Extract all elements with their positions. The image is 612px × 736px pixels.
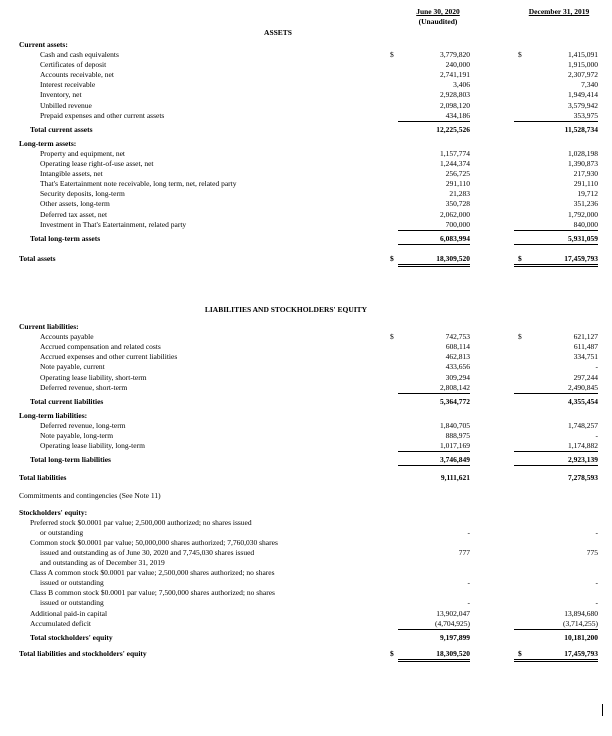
table-row (0, 528, 612, 538)
value-june-2020: 256,725 (445, 169, 470, 178)
table-row (0, 548, 612, 558)
text-cursor (602, 704, 603, 716)
value-december-2019: - (595, 578, 598, 587)
value-december-2019: 353,975 (573, 111, 598, 120)
value-december-2019: 7,278,593 (568, 473, 598, 482)
value-december-2019: 17,459,793 (564, 649, 598, 658)
row-label: Note payable, long-term (40, 431, 114, 440)
value-december-2019: 1,415,091 (568, 50, 598, 59)
table-row (0, 588, 612, 598)
table-row (0, 473, 612, 483)
value-december-2019: 840,000 (573, 220, 598, 229)
value-june-2020: 462,813 (445, 352, 470, 361)
dollar-sign: $ (518, 649, 522, 658)
value-june-2020: 888,975 (445, 431, 470, 440)
value-june-2020: 700,000 (445, 220, 470, 229)
row-label: issued and outstanding as of June 30, 2020 and 7,745,030 shares issued (40, 548, 255, 557)
row-label: Certificates of deposit (40, 60, 107, 69)
value-december-2019: - (595, 598, 598, 607)
value-december-2019: 17,459,793 (564, 254, 598, 263)
row-label: Long-term assets: (19, 139, 77, 148)
value-june-2020: 2,808,142 (440, 383, 470, 392)
value-june-2020: - (467, 578, 470, 587)
dollar-sign: $ (518, 50, 522, 59)
table-row (0, 362, 612, 372)
underline (514, 629, 598, 630)
table-row (0, 491, 612, 501)
column-subtitle-unaudited: (Unaudited) (418, 17, 458, 26)
row-label: Accounts payable (40, 332, 94, 341)
value-june-2020: 1,840,705 (440, 421, 470, 430)
dollar-sign: $ (390, 332, 394, 341)
value-december-2019: 351,236 (573, 199, 598, 208)
table-row (0, 441, 612, 451)
table-row (0, 332, 612, 342)
row-label: Stockholders' equity: (19, 508, 88, 517)
value-june-2020: 2,098,120 (440, 101, 470, 110)
row-label: issued or outstanding (40, 598, 104, 607)
value-december-2019: 1,792,000 (568, 210, 598, 219)
value-june-2020: 9,111,621 (440, 473, 470, 482)
column-title-june-2020: June 30, 2020 (416, 7, 460, 16)
table-row (0, 578, 612, 588)
value-december-2019: - (595, 431, 598, 440)
dollar-sign: $ (390, 50, 394, 59)
table-row (0, 538, 612, 548)
row-label: Deferred tax asset, net (40, 210, 108, 219)
underline (514, 465, 598, 466)
value-december-2019: 334,751 (573, 352, 598, 361)
row-label: Deferred revenue, long-term (40, 421, 126, 430)
table-row (0, 397, 612, 407)
value-june-2020: 2,062,000 (440, 210, 470, 219)
double-underline (398, 659, 470, 662)
assets-section-title: ASSETS (264, 28, 292, 37)
value-june-2020: 2,928,803 (440, 90, 470, 99)
value-june-2020: 433,656 (445, 362, 470, 371)
row-label: Inventory, net (40, 90, 82, 99)
row-label: issued or outstanding (40, 578, 104, 587)
row-label: Deferred revenue, short-term (40, 383, 128, 392)
row-label: Class A common stock $0.0001 par value; 2,500,000 shares authorized; no shares (30, 568, 275, 577)
value-december-2019: 19,712 (577, 189, 598, 198)
underline (398, 465, 470, 466)
dollar-sign: $ (518, 332, 522, 341)
dollar-sign: $ (390, 649, 394, 658)
value-june-2020: 350,728 (445, 199, 470, 208)
row-label: Accumulated deficit (30, 619, 92, 628)
table-row (0, 455, 612, 465)
value-june-2020: 12,225,526 (436, 125, 470, 134)
row-label: Prepaid expenses and other current assets (40, 111, 165, 120)
value-june-2020: 3,406 (453, 80, 470, 89)
row-label: That's Eatertainment note receivable, long term, net, related party (40, 179, 237, 188)
underline (398, 451, 470, 452)
value-december-2019: 1,748,257 (568, 421, 598, 430)
value-june-2020: 13,902,047 (436, 609, 470, 618)
row-label: Total long-term liabilities (30, 455, 111, 464)
row-label: Class B common stock $0.0001 par value; 7,500,000 shares authorized; no shares (30, 588, 275, 597)
row-label: Preferred stock $0.0001 par value; 2,500,000 authorized; no shares issued (30, 518, 252, 527)
row-label: Interest receivable (40, 80, 96, 89)
row-label: Total liabilities and stockholders' equity (19, 649, 147, 658)
value-june-2020: 18,309,520 (436, 649, 470, 658)
row-label: Long-term liabilities: (19, 411, 88, 420)
row-label: or outstanding (40, 528, 84, 537)
table-row (0, 342, 612, 352)
row-label: Note payable, current (40, 362, 105, 371)
row-label: Property and equipment, net (40, 149, 125, 158)
liabilities-section-title: LIABILITIES AND STOCKHOLDERS' EQUITY (204, 305, 368, 314)
table-row (0, 411, 612, 421)
double-underline (514, 659, 598, 662)
row-label: Operating lease liability, long-term (40, 441, 145, 450)
row-label: Additional paid-in capital (30, 609, 108, 618)
value-december-2019: (3,714,255) (563, 619, 598, 628)
table-row (0, 558, 612, 568)
value-december-2019: 1,949,414 (568, 90, 598, 99)
row-label: Total assets (19, 254, 56, 263)
column-title-december-2019: December 31, 2019 (528, 7, 590, 16)
value-december-2019: 11,528,734 (564, 125, 598, 134)
underline (514, 451, 598, 452)
value-december-2019: 3,579,942 (568, 101, 598, 110)
value-december-2019: - (595, 528, 598, 537)
row-label: Total stockholders' equity (30, 633, 113, 642)
row-label: Common stock $0.0001 par value; 50,000,000 shares authorized; 7,760,030 shares (30, 538, 278, 547)
value-december-2019: 775 (586, 548, 598, 557)
value-december-2019: 1,390,873 (568, 159, 598, 168)
value-december-2019: 297,244 (573, 373, 598, 382)
value-june-2020: 608,114 (445, 342, 470, 351)
value-june-2020: 2,741,191 (440, 70, 470, 79)
value-june-2020: (4,704,925) (435, 619, 470, 628)
value-june-2020: 1,244,374 (440, 159, 470, 168)
table-row (0, 633, 612, 643)
value-june-2020: 3,746,849 (440, 455, 470, 464)
table-row (0, 508, 612, 518)
row-label: Total current liabilities (30, 397, 104, 406)
table-row (0, 518, 612, 528)
row-label: Accounts receivable, net (40, 70, 114, 79)
value-december-2019: - (595, 362, 598, 371)
value-june-2020: 1,017,169 (440, 441, 470, 450)
dollar-sign: $ (518, 254, 522, 263)
value-june-2020: 3,779,820 (440, 50, 470, 59)
value-december-2019: 1,028,198 (568, 149, 598, 158)
row-label: Accrued compensation and related costs (40, 342, 161, 351)
value-june-2020: 309,294 (445, 373, 470, 382)
row-label: Intangible assets, net (40, 169, 103, 178)
value-december-2019: 13,894,680 (564, 609, 598, 618)
value-june-2020: 291,110 (445, 179, 470, 188)
row-label: Total long-term assets (30, 234, 101, 243)
value-june-2020: 21,283 (449, 189, 470, 198)
row-label: Other assets, long-term (40, 199, 110, 208)
table-row (0, 431, 612, 441)
value-june-2020: 5,364,772 (440, 397, 470, 406)
value-december-2019: 4,355,454 (568, 397, 598, 406)
value-june-2020: 777 (458, 548, 470, 557)
row-label: Unbilled revenue (40, 101, 92, 110)
value-june-2020: 434,186 (445, 111, 470, 120)
value-june-2020: 18,309,520 (436, 254, 470, 263)
underline (398, 393, 470, 394)
underline (514, 393, 598, 394)
value-june-2020: - (467, 528, 470, 537)
value-december-2019: 291,110 (573, 179, 598, 188)
table-row (0, 609, 612, 619)
value-december-2019: 1,915,000 (568, 60, 598, 69)
row-label: Cash and cash equivalents (40, 50, 119, 59)
table-row (0, 322, 612, 332)
row-label: Accrued expenses and other current liabilities (40, 352, 178, 361)
value-june-2020: - (467, 598, 470, 607)
value-december-2019: 621,127 (573, 332, 598, 341)
row-label: Total liabilities (19, 473, 67, 482)
table-row (0, 568, 612, 578)
row-label: Current assets: (19, 40, 68, 49)
row-label: Total current assets (30, 125, 93, 134)
row-label: Current liabilities: (19, 322, 79, 331)
table-row (0, 352, 612, 362)
row-label: Operating lease right-of-use asset, net (40, 159, 154, 168)
row-label: Operating lease liability, short-term (40, 373, 147, 382)
table-row (0, 619, 612, 629)
table-row (0, 598, 612, 608)
value-december-2019: 10,181,200 (564, 633, 598, 642)
value-december-2019: 1,174,882 (568, 441, 598, 450)
table-row (0, 649, 612, 659)
value-december-2019: 7,340 (581, 80, 598, 89)
value-june-2020: 1,157,774 (440, 149, 470, 158)
value-december-2019: 2,490,845 (568, 383, 598, 392)
value-december-2019: 2,307,972 (568, 70, 598, 79)
value-december-2019: 611,487 (573, 342, 598, 351)
value-june-2020: 742,753 (445, 332, 470, 341)
table-row (0, 421, 612, 431)
value-june-2020: 9,197,899 (440, 633, 470, 642)
value-december-2019: 5,931,059 (568, 234, 598, 243)
row-label: Commitments and contingencies (See Note 11) (19, 491, 161, 500)
row-label: and outstanding as of December 31, 2019 (40, 558, 165, 567)
value-december-2019: 2,923,139 (568, 455, 598, 464)
dollar-sign: $ (390, 254, 394, 263)
underline (398, 629, 470, 630)
value-june-2020: 240,000 (445, 60, 470, 69)
row-label: Investment in That's Eatertainment, related party (40, 220, 187, 229)
value-june-2020: 6,083,994 (440, 234, 470, 243)
value-december-2019: 217,930 (573, 169, 598, 178)
table-row (0, 383, 612, 393)
table-row (0, 373, 612, 383)
row-label: Security deposits, long-term (40, 189, 125, 198)
